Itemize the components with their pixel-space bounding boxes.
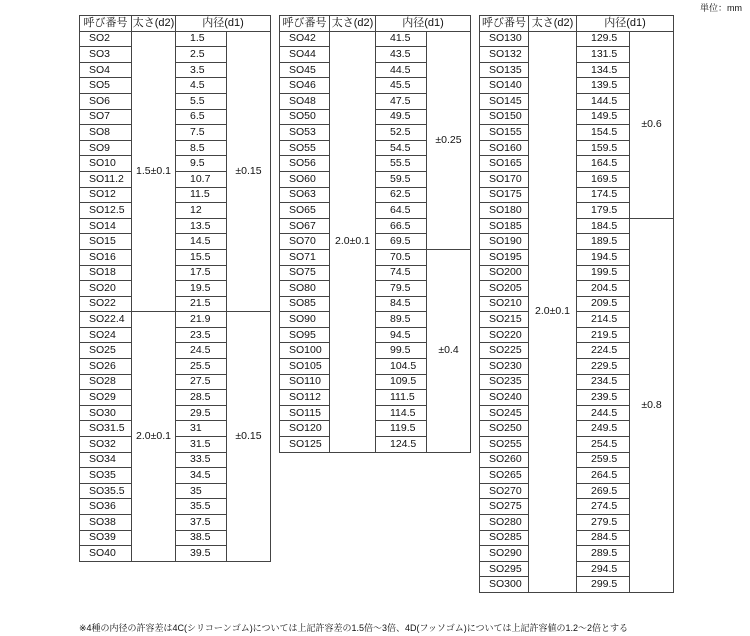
nominal-number: SO39 [80,530,132,546]
nominal-number: SO9 [80,140,132,156]
oring-size-table-2 [279,15,471,453]
inner-diameter-value: 2.5 [176,47,227,63]
header-row [280,16,471,32]
inner-diameter-value: 8.5 [176,140,227,156]
nominal-number: SO100 [280,343,330,359]
nominal-number: SO80 [280,281,330,297]
nominal-number: SO105 [280,359,330,375]
inner-diameter-value: 64.5 [376,203,427,219]
nominal-number: SO25 [80,343,132,359]
nominal-number: SO24 [80,327,132,343]
inner-diameter-value: 279.5 [577,515,630,531]
inner-diameter-value: 219.5 [577,327,630,343]
nominal-number: SO240 [480,390,529,406]
inner-diameter-value: 129.5 [577,31,630,47]
thickness-value: 2.0±0.1 [132,312,176,562]
header-inner-diameter: 内径(d1) [376,16,471,32]
nominal-number: SO175 [480,187,529,203]
table-row [480,31,674,47]
nominal-number: SO16 [80,249,132,265]
table-row [80,31,271,47]
nominal-number: SO18 [80,265,132,281]
nominal-number: SO42 [280,31,330,47]
table-body [480,31,674,592]
table-header [280,16,471,32]
nominal-number: SO250 [480,421,529,437]
inner-diameter-value: 199.5 [577,265,630,281]
nominal-number: SO132 [480,47,529,63]
thickness-value: 1.5±0.1 [132,31,176,312]
inner-diameter-value: 35.5 [176,499,227,515]
inner-diameter-value: 17.5 [176,265,227,281]
tolerance-value: ±0.4 [427,249,471,452]
nominal-number: SO285 [480,530,529,546]
inner-diameter-value: 179.5 [577,203,630,219]
nominal-number: SO265 [480,468,529,484]
inner-diameter-value: 24.5 [176,343,227,359]
inner-diameter-value: 284.5 [577,530,630,546]
inner-diameter-value: 23.5 [176,327,227,343]
inner-diameter-value: 99.5 [376,343,427,359]
inner-diameter-value: 154.5 [577,125,630,141]
oring-size-table-3 [479,15,674,593]
nominal-number: SO35.5 [80,483,132,499]
inner-diameter-value: 15.5 [176,249,227,265]
inner-diameter-value: 74.5 [376,265,427,281]
nominal-number: SO46 [280,78,330,94]
header-inner-diameter: 内径(d1) [577,16,674,32]
inner-diameter-value: 254.5 [577,437,630,453]
nominal-number: SO34 [80,452,132,468]
tolerance-value: ±0.6 [630,31,674,218]
inner-diameter-value: 54.5 [376,140,427,156]
inner-diameter-value: 37.5 [176,515,227,531]
nominal-number: SO29 [80,390,132,406]
inner-diameter-value: 38.5 [176,530,227,546]
nominal-number: SO26 [80,359,132,375]
nominal-number: SO230 [480,359,529,375]
inner-diameter-value: 21.5 [176,296,227,312]
nominal-number: SO225 [480,343,529,359]
inner-diameter-value: 184.5 [577,218,630,234]
nominal-number: SO15 [80,234,132,250]
inner-diameter-value: 109.5 [376,374,427,390]
inner-diameter-value: 104.5 [376,359,427,375]
nominal-number: SO140 [480,78,529,94]
inner-diameter-value: 7.5 [176,125,227,141]
nominal-number: SO22 [80,296,132,312]
inner-diameter-value: 204.5 [577,281,630,297]
inner-diameter-value: 194.5 [577,249,630,265]
nominal-number: SO85 [280,296,330,312]
nominal-number: SO280 [480,515,529,531]
header-row [80,16,271,32]
nominal-number: SO165 [480,156,529,172]
footnote: ※4種の内径の許容差は4C(シリコーンゴム)については上記許容差の1.5倍～3倍、4D(フッソゴム)については上記許容値の1.2～2倍とする [79,623,629,633]
nominal-number: SO8 [80,125,132,141]
nominal-number: SO290 [480,546,529,562]
nominal-number: SO10 [80,156,132,172]
inner-diameter-value: 52.5 [376,125,427,141]
inner-diameter-value: 25.5 [176,359,227,375]
inner-diameter-value: 214.5 [577,312,630,328]
inner-diameter-value: 149.5 [577,109,630,125]
inner-diameter-value: 89.5 [376,312,427,328]
inner-diameter-value: 44.5 [376,62,427,78]
nominal-number: SO70 [280,234,330,250]
inner-diameter-value: 244.5 [577,405,630,421]
inner-diameter-value: 9.5 [176,156,227,172]
nominal-number: SO125 [280,437,330,453]
table-body [80,31,271,561]
tolerance-value: ±0.8 [630,218,674,592]
inner-diameter-value: 66.5 [376,218,427,234]
inner-diameter-value: 94.5 [376,327,427,343]
nominal-number: SO36 [80,499,132,515]
inner-diameter-value: 31.5 [176,437,227,453]
nominal-number: SO6 [80,93,132,109]
header-thickness: 太さ(d2) [529,16,577,32]
thickness-value: 2.0±0.1 [330,31,376,452]
unit-label: 単位：mm [700,3,742,13]
nominal-number: SO210 [480,296,529,312]
nominal-number: SO235 [480,374,529,390]
inner-diameter-value: 33.5 [176,452,227,468]
nominal-number: SO245 [480,405,529,421]
table-row [480,218,674,234]
nominal-number: SO71 [280,249,330,265]
nominal-number: SO255 [480,437,529,453]
tolerance-value: ±0.25 [427,31,471,249]
nominal-number: SO67 [280,218,330,234]
nominal-number: SO145 [480,93,529,109]
inner-diameter-value: 6.5 [176,109,227,125]
inner-diameter-value: 39.5 [176,546,227,562]
nominal-number: SO7 [80,109,132,125]
nominal-number: SO135 [480,62,529,78]
inner-diameter-value: 209.5 [577,296,630,312]
inner-diameter-value: 259.5 [577,452,630,468]
inner-diameter-value: 84.5 [376,296,427,312]
nominal-number: SO95 [280,327,330,343]
inner-diameter-value: 45.5 [376,78,427,94]
inner-diameter-value: 144.5 [577,93,630,109]
tolerance-value: ±0.15 [227,312,271,562]
inner-diameter-value: 229.5 [577,359,630,375]
inner-diameter-value: 19.5 [176,281,227,297]
nominal-number: SO205 [480,281,529,297]
nominal-number: SO12 [80,187,132,203]
nominal-number: SO14 [80,218,132,234]
nominal-number: SO185 [480,218,529,234]
inner-diameter-value: 31 [176,421,227,437]
nominal-number: SO35 [80,468,132,484]
inner-diameter-value: 294.5 [577,561,630,577]
inner-diameter-value: 159.5 [577,140,630,156]
inner-diameter-value: 124.5 [376,437,427,453]
table-row [280,31,471,47]
nominal-number: SO90 [280,312,330,328]
inner-diameter-value: 3.5 [176,62,227,78]
inner-diameter-value: 55.5 [376,156,427,172]
nominal-number: SO60 [280,171,330,187]
inner-diameter-value: 131.5 [577,47,630,63]
nominal-number: SO195 [480,249,529,265]
nominal-number: SO75 [280,265,330,281]
nominal-number: SO295 [480,561,529,577]
nominal-number: SO300 [480,577,529,593]
nominal-number: SO22.4 [80,312,132,328]
inner-diameter-value: 239.5 [577,390,630,406]
header-number: 呼び番号 [80,16,132,32]
inner-diameter-value: 169.5 [577,171,630,187]
inner-diameter-value: 10.7 [176,171,227,187]
table-header [480,16,674,32]
inner-diameter-value: 164.5 [577,156,630,172]
nominal-number: SO275 [480,499,529,515]
nominal-number: SO2 [80,31,132,47]
inner-diameter-value: 62.5 [376,187,427,203]
nominal-number: SO11.2 [80,171,132,187]
inner-diameter-value: 34.5 [176,468,227,484]
inner-diameter-value: 70.5 [376,249,427,265]
nominal-number: SO38 [80,515,132,531]
header-inner-diameter: 内径(d1) [176,16,271,32]
nominal-number: SO44 [280,47,330,63]
thickness-value: 2.0±0.1 [529,31,577,592]
header-thickness: 太さ(d2) [330,16,376,32]
inner-diameter-value: 1.5 [176,31,227,47]
inner-diameter-value: 47.5 [376,93,427,109]
inner-diameter-value: 274.5 [577,499,630,515]
inner-diameter-value: 13.5 [176,218,227,234]
inner-diameter-value: 224.5 [577,343,630,359]
nominal-number: SO50 [280,109,330,125]
table-row [80,312,271,328]
nominal-number: SO130 [480,31,529,47]
header-number: 呼び番号 [480,16,529,32]
inner-diameter-value: 5.5 [176,93,227,109]
nominal-number: SO12.5 [80,203,132,219]
nominal-number: SO180 [480,203,529,219]
nominal-number: SO31.5 [80,421,132,437]
nominal-number: SO215 [480,312,529,328]
inner-diameter-value: 29.5 [176,405,227,421]
inner-diameter-value: 189.5 [577,234,630,250]
inner-diameter-value: 269.5 [577,483,630,499]
table-row [280,249,471,265]
table-header [80,16,271,32]
nominal-number: SO30 [80,405,132,421]
inner-diameter-value: 11.5 [176,187,227,203]
inner-diameter-value: 174.5 [577,187,630,203]
table-body [280,31,471,452]
oring-size-table-1 [79,15,271,562]
nominal-number: SO155 [480,125,529,141]
nominal-number: SO120 [280,421,330,437]
nominal-number: SO4 [80,62,132,78]
inner-diameter-value: 69.5 [376,234,427,250]
inner-diameter-value: 119.5 [376,421,427,437]
nominal-number: SO53 [280,125,330,141]
inner-diameter-value: 59.5 [376,171,427,187]
nominal-number: SO55 [280,140,330,156]
inner-diameter-value: 49.5 [376,109,427,125]
nominal-number: SO170 [480,171,529,187]
nominal-number: SO115 [280,405,330,421]
nominal-number: SO65 [280,203,330,219]
tolerance-value: ±0.15 [227,31,271,312]
inner-diameter-value: 21.9 [176,312,227,328]
header-row [480,16,674,32]
nominal-number: SO270 [480,483,529,499]
inner-diameter-value: 43.5 [376,47,427,63]
inner-diameter-value: 4.5 [176,78,227,94]
nominal-number: SO32 [80,437,132,453]
inner-diameter-value: 264.5 [577,468,630,484]
header-thickness: 太さ(d2) [132,16,176,32]
nominal-number: SO45 [280,62,330,78]
nominal-number: SO3 [80,47,132,63]
nominal-number: SO160 [480,140,529,156]
inner-diameter-value: 249.5 [577,421,630,437]
nominal-number: SO112 [280,390,330,406]
inner-diameter-value: 27.5 [176,374,227,390]
nominal-number: SO110 [280,374,330,390]
inner-diameter-value: 134.5 [577,62,630,78]
inner-diameter-value: 79.5 [376,281,427,297]
nominal-number: SO200 [480,265,529,281]
inner-diameter-value: 35 [176,483,227,499]
nominal-number: SO28 [80,374,132,390]
nominal-number: SO20 [80,281,132,297]
nominal-number: SO220 [480,327,529,343]
inner-diameter-value: 289.5 [577,546,630,562]
nominal-number: SO63 [280,187,330,203]
inner-diameter-value: 234.5 [577,374,630,390]
nominal-number: SO260 [480,452,529,468]
nominal-number: SO190 [480,234,529,250]
inner-diameter-value: 299.5 [577,577,630,593]
inner-diameter-value: 12 [176,203,227,219]
inner-diameter-value: 139.5 [577,78,630,94]
inner-diameter-value: 41.5 [376,31,427,47]
header-number: 呼び番号 [280,16,330,32]
inner-diameter-value: 111.5 [376,390,427,406]
nominal-number: SO48 [280,93,330,109]
nominal-number: SO56 [280,156,330,172]
nominal-number: SO40 [80,546,132,562]
inner-diameter-value: 28.5 [176,390,227,406]
inner-diameter-value: 14.5 [176,234,227,250]
inner-diameter-value: 114.5 [376,405,427,421]
nominal-number: SO150 [480,109,529,125]
nominal-number: SO5 [80,78,132,94]
